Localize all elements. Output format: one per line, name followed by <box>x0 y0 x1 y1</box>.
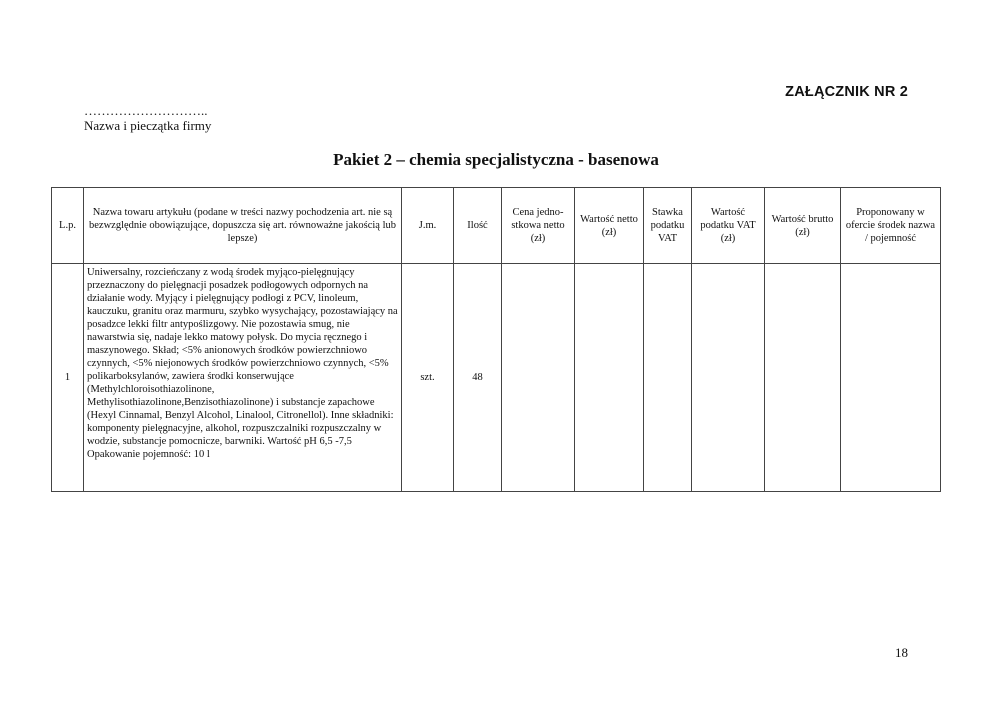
header-lp: L.p. <box>52 188 84 264</box>
cell-vat-value <box>692 264 765 492</box>
page-number: 18 <box>895 645 908 660</box>
page-title: Pakiet 2 – chemia specjalistyczna - basenowa <box>333 150 659 169</box>
cell-name: Uniwersalny, rozcieńczany z wodą środek myjąco-pielęgnujący przeznaczony do pielęgnacji posadzek podłogowych odpornych na działanie wody. Myjący i pielęgnujący podłogi z PCV, linoleum, kauczuku, granitu oraz marmuru, szybko wysychający, pozostawiający na posadzce lekki filtr antypoślizgowy. Nie pozostawia smug, nie nawarstwia się, nadaje lekko matowy połysk. Do mycia ręcznego i maszynowego. Skład; <5% anionowych środków powierzchniowo czynnych, <5% niejonowych środków powierzchniowo czynnych, <5% polikarboksylanów, zawiera środki konserwujące (Methylchloroisothiazolinone, Methylisothiazolinone,Benzisothiazolinone) i substancje zapachowe (Hexyl Cinnamal, Benzyl Alcohol, Linalool, Citronellol). Inne składniki: komponenty pielęgnacyjne, alkohol, rozpuszczalniki rozpuszczalny w wodzie, substancje pomocnicze, barwniki. Wartość pH 6,5 -7,5 Opakowanie pojemność: 10 l <box>84 264 402 492</box>
cell-gross-value <box>765 264 841 492</box>
header-vat-rate: Stawka podatku VAT <box>644 188 692 264</box>
header-unit-price: Cena jedno-stkowa netto (zł) <box>502 188 575 264</box>
cell-offered <box>841 264 941 492</box>
firm-dots: ……………………….. <box>84 103 208 118</box>
cell-lp: 1 <box>52 264 84 492</box>
annex-label: ZAŁĄCZNIK NR 2 <box>785 84 908 100</box>
firm-label: Nazwa i pieczątka firmy <box>84 118 212 133</box>
firm-stamp-placeholder <box>84 103 211 133</box>
header-qty: Ilość <box>454 188 502 264</box>
cell-unit-price <box>502 264 575 492</box>
cell-vat-rate <box>644 264 692 492</box>
header-net-value: Wartość netto (zł) <box>575 188 644 264</box>
cell-qty: 48 <box>454 264 502 492</box>
cell-unit: szt. <box>402 264 454 492</box>
table-row <box>52 264 941 492</box>
header-unit: J.m. <box>402 188 454 264</box>
items-table <box>51 187 941 492</box>
header-name: Nazwa towaru artykułu (podane w treści nazwy pochodzenia art. nie są bezwzględnie obowiązujące, dopuszcza się art. równoważne jakością lub lepsze) <box>84 188 402 264</box>
table-header-row <box>52 188 941 264</box>
header-vat-value: Wartość podatku VAT (zł) <box>692 188 765 264</box>
header-gross-value: Wartość brutto (zł) <box>765 188 841 264</box>
cell-net-value <box>575 264 644 492</box>
header-offered: Proponowany w ofercie środek nazwa / pojemność <box>841 188 941 264</box>
